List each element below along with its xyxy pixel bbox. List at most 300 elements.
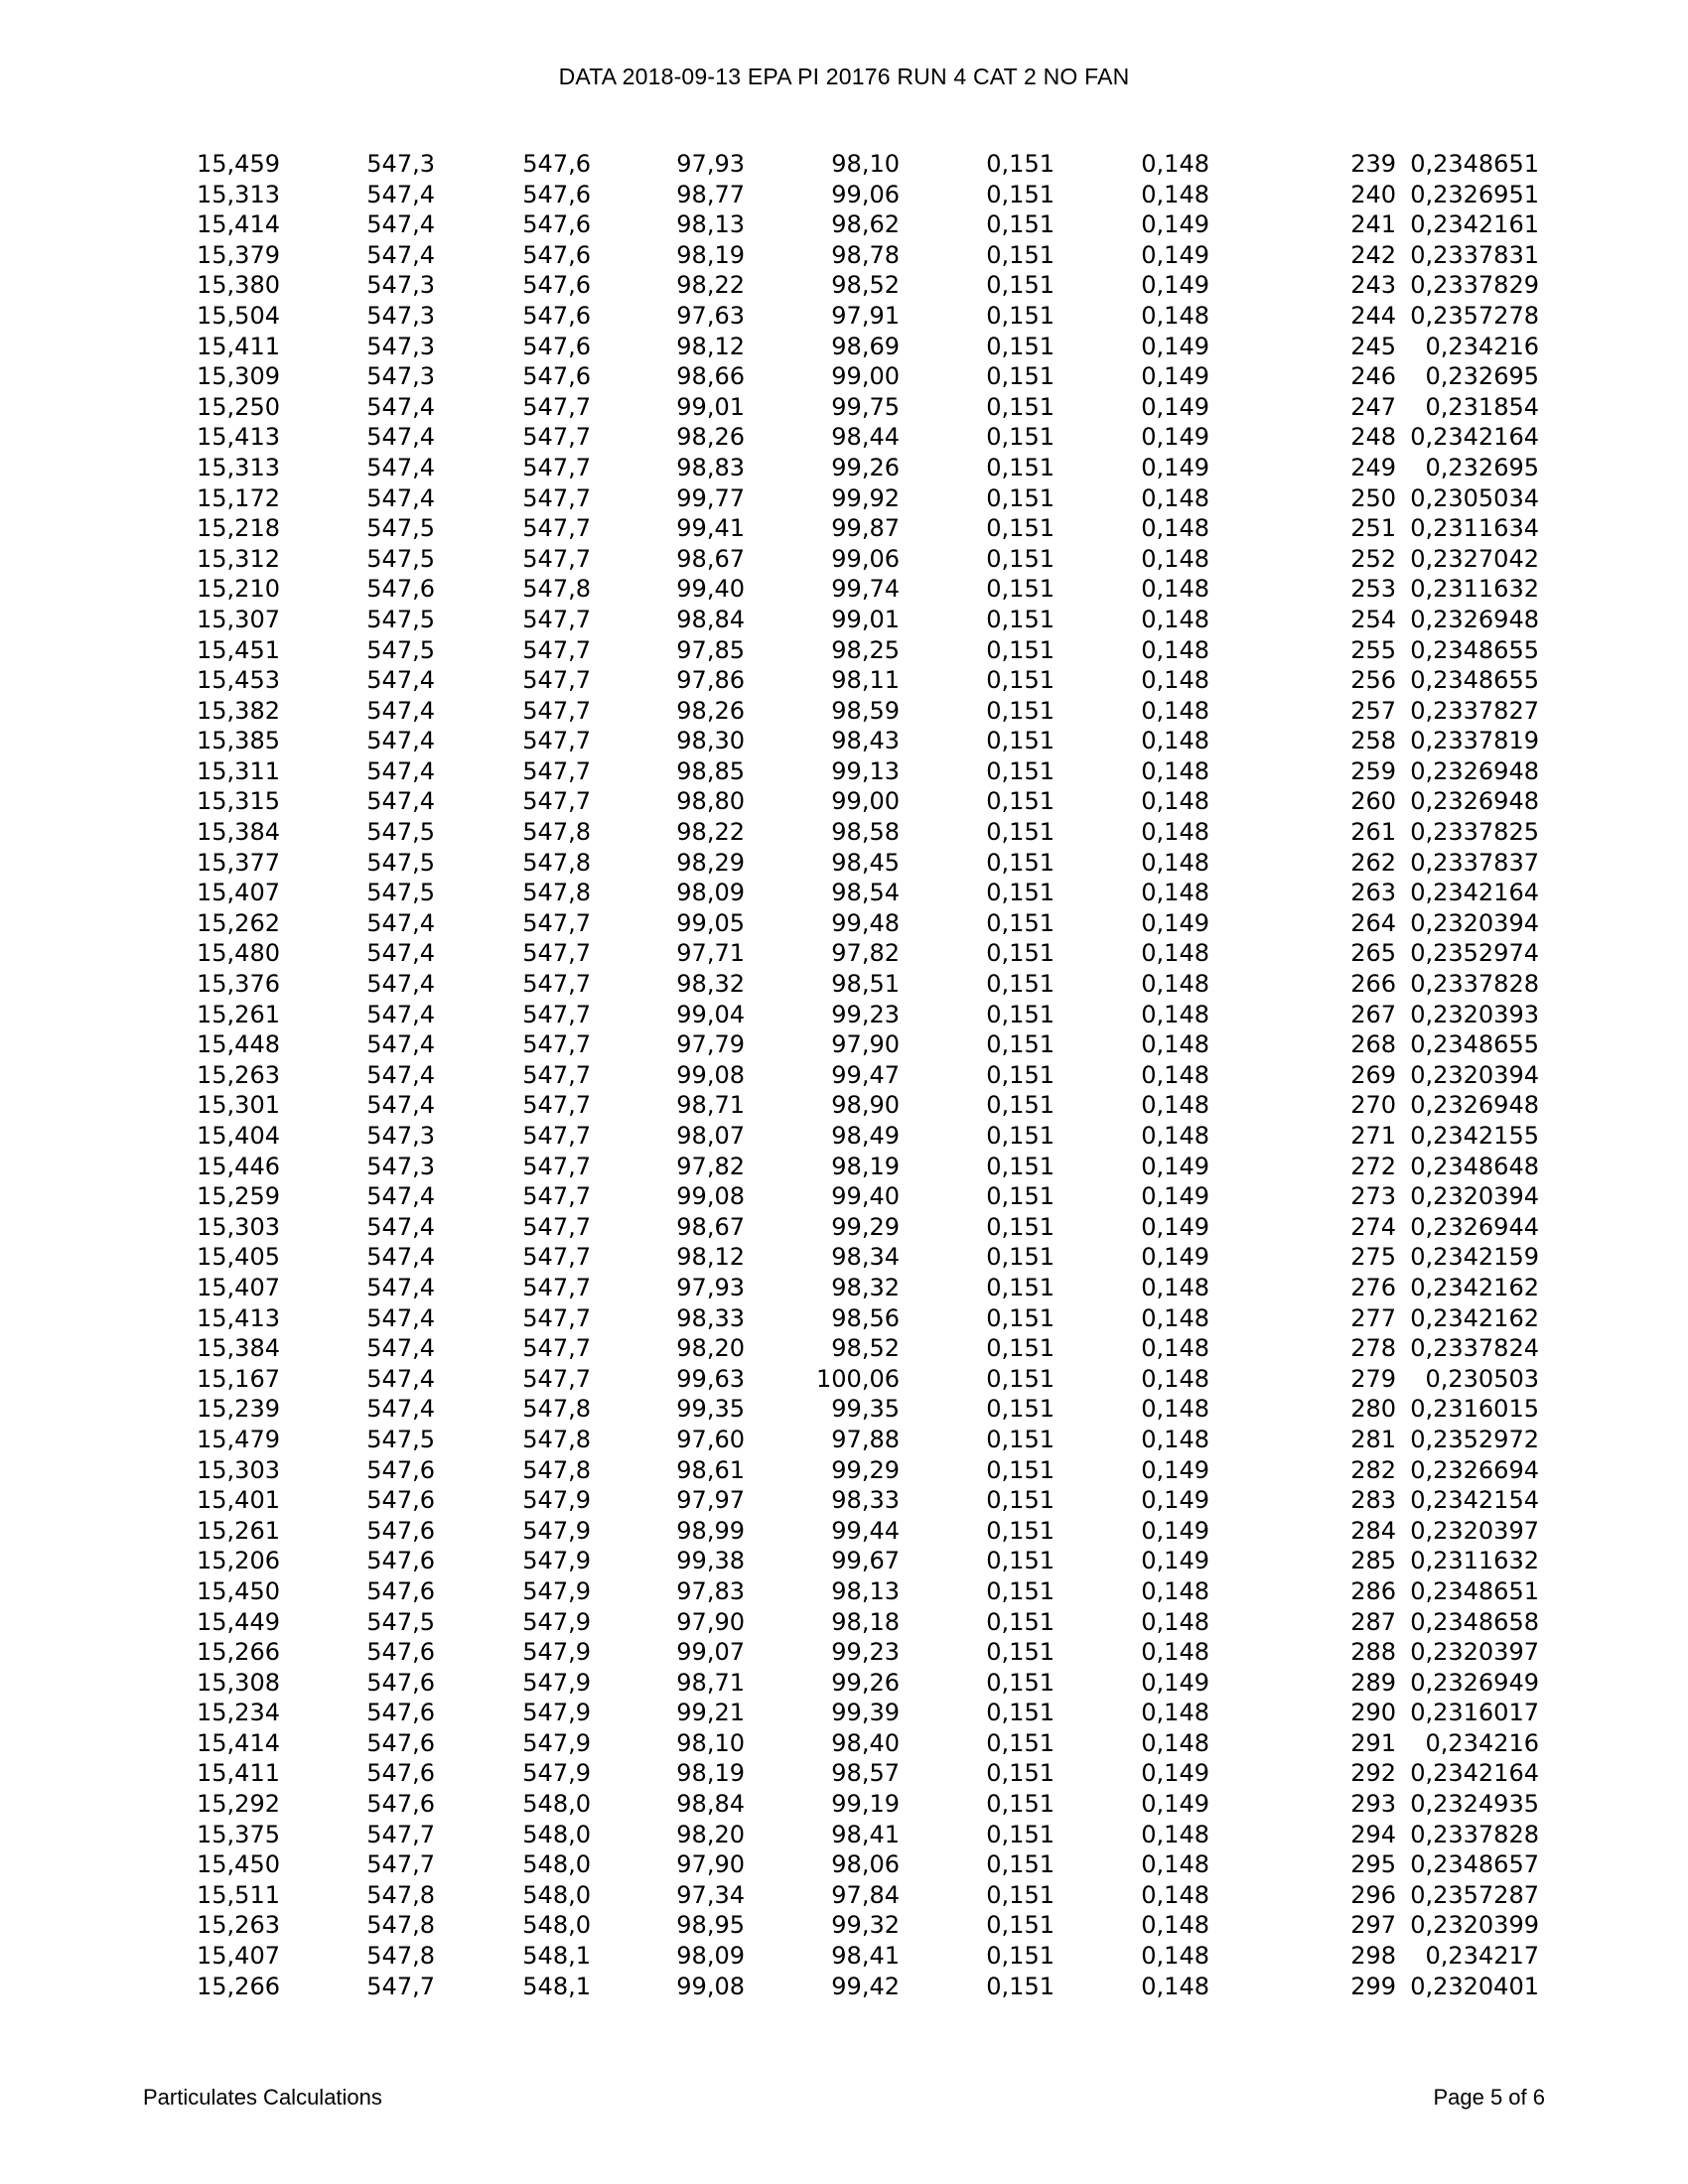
table-cell: 0,148	[1141, 1091, 1209, 1120]
table-cell: 0,2320394	[1410, 1182, 1539, 1211]
table-cell: 0,234216	[1425, 1728, 1539, 1757]
table-cell: 270	[1350, 1091, 1396, 1120]
table-row	[149, 1242, 1539, 1273]
table-cell: 547,7	[522, 727, 591, 755]
table-cell: 99,47	[831, 1060, 900, 1089]
table-cell: 15,504	[197, 301, 280, 330]
table-cell: 98,10	[831, 150, 900, 178]
table-cell: 246	[1350, 362, 1396, 391]
table-cell: 0,151	[986, 150, 1055, 178]
table-cell: 547,6	[522, 271, 591, 300]
table-cell: 15,301	[197, 1091, 280, 1120]
table-cell: 547,4	[366, 210, 435, 239]
table-cell: 0,2320399	[1410, 1911, 1539, 1940]
table-cell: 0,2348651	[1410, 150, 1539, 178]
table-cell: 99,35	[831, 1395, 900, 1424]
table-row	[149, 392, 1539, 423]
table-cell: 99,19	[831, 1790, 900, 1819]
table-cell: 0,2311634	[1410, 514, 1539, 543]
table-cell: 0,151	[986, 1942, 1055, 1971]
table-cell: 547,9	[522, 1759, 591, 1788]
table-cell: 547,8	[366, 1880, 435, 1909]
table-cell: 0,151	[986, 483, 1055, 512]
table-row	[149, 1880, 1539, 1911]
table-row	[149, 1425, 1539, 1455]
table-cell: 0,148	[1141, 1000, 1209, 1028]
table-row	[149, 817, 1539, 848]
table-cell: 98,44	[831, 423, 900, 452]
table-cell: 0,148	[1141, 1273, 1209, 1301]
table-cell: 0,151	[986, 1273, 1055, 1301]
table-cell: 15,263	[197, 1060, 280, 1089]
table-cell: 0,149	[1141, 1152, 1209, 1180]
table-cell: 547,7	[366, 1972, 435, 2000]
table-cell: 0,2320397	[1410, 1638, 1539, 1667]
table-cell: 0,2326694	[1410, 1455, 1539, 1484]
table-cell: 275	[1350, 1243, 1396, 1272]
table-cell: 0,151	[986, 787, 1055, 816]
table-cell: 547,6	[366, 1455, 435, 1484]
table-cell: 547,7	[522, 970, 591, 999]
table-cell: 99,00	[831, 362, 900, 391]
table-cell: 547,3	[366, 150, 435, 178]
table-cell: 15,413	[197, 423, 280, 452]
table-cell: 239	[1350, 150, 1396, 178]
table-cell: 99,26	[831, 1668, 900, 1697]
table-cell: 98,26	[676, 423, 745, 452]
table-row	[149, 665, 1539, 696]
table-cell: 0,151	[986, 1364, 1055, 1393]
table-cell: 547,4	[366, 1334, 435, 1363]
table-cell: 0,2337829	[1410, 271, 1539, 300]
table-cell: 0,149	[1141, 1759, 1209, 1788]
table-cell: 0,148	[1141, 544, 1209, 573]
table-cell: 0,149	[1141, 1243, 1209, 1272]
table-cell: 0,151	[986, 332, 1055, 360]
table-cell: 0,151	[986, 1699, 1055, 1727]
table-cell: 0,151	[986, 939, 1055, 968]
table-cell: 547,6	[522, 332, 591, 360]
table-cell: 548,0	[522, 1850, 591, 1879]
table-row	[149, 1820, 1539, 1850]
table-cell: 0,151	[986, 1395, 1055, 1424]
table-row	[149, 1637, 1539, 1668]
table-cell: 97,91	[831, 301, 900, 330]
table-cell: 548,0	[522, 1820, 591, 1848]
table-cell: 98,71	[676, 1668, 745, 1697]
table-cell: 547,4	[366, 240, 435, 269]
table-row	[149, 696, 1539, 727]
table-row	[149, 1364, 1539, 1395]
table-row	[149, 878, 1539, 908]
table-row	[149, 361, 1539, 392]
table-cell: 15,407	[197, 879, 280, 907]
table-cell: 0,2342159	[1410, 1243, 1539, 1272]
table-cell: 298	[1350, 1942, 1396, 1971]
table-cell: 547,3	[366, 271, 435, 300]
table-cell: 0,148	[1141, 1030, 1209, 1059]
table-cell: 98,32	[831, 1273, 900, 1301]
table-cell: 0,151	[986, 1790, 1055, 1819]
table-row	[149, 848, 1539, 879]
table-cell: 99,75	[831, 392, 900, 421]
table-cell: 547,4	[366, 1364, 435, 1393]
table-cell: 98,58	[831, 818, 900, 847]
table-cell: 0,149	[1141, 332, 1209, 360]
table-cell: 15,218	[197, 514, 280, 543]
table-cell: 271	[1350, 1122, 1396, 1150]
table-cell: 0,2327042	[1410, 544, 1539, 573]
table-cell: 277	[1350, 1303, 1396, 1332]
table-cell: 99,00	[831, 787, 900, 816]
table-cell: 15,414	[197, 1728, 280, 1757]
table-cell: 15,384	[197, 818, 280, 847]
table-cell: 0,148	[1141, 970, 1209, 999]
table-cell: 0,2348651	[1410, 1576, 1539, 1605]
table-cell: 281	[1350, 1425, 1396, 1453]
table-cell: 15,413	[197, 1303, 280, 1332]
table-cell: 0,151	[986, 848, 1055, 877]
table-cell: 15,259	[197, 1182, 280, 1211]
table-cell: 99,40	[831, 1182, 900, 1211]
table-cell: 99,08	[676, 1060, 745, 1089]
table-cell: 0,230503	[1425, 1364, 1539, 1393]
table-cell: 98,43	[831, 727, 900, 755]
table-cell: 98,20	[676, 1334, 745, 1363]
table-cell: 97,93	[676, 150, 745, 178]
table-cell: 0,148	[1141, 879, 1209, 907]
table-cell: 547,7	[522, 514, 591, 543]
table-cell: 547,7	[522, 544, 591, 573]
table-cell: 15,511	[197, 1880, 280, 1909]
table-row	[149, 270, 1539, 301]
table-cell: 0,2342164	[1410, 879, 1539, 907]
table-cell: 0,151	[986, 1243, 1055, 1272]
table-cell: 0,2320394	[1410, 908, 1539, 937]
table-row	[149, 1516, 1539, 1547]
table-cell: 291	[1350, 1728, 1396, 1757]
table-row	[149, 1849, 1539, 1880]
table-row	[149, 1668, 1539, 1699]
table-cell: 0,232695	[1425, 453, 1539, 481]
table-row	[149, 1576, 1539, 1607]
table-cell: 98,09	[676, 879, 745, 907]
table-cell: 0,148	[1141, 1880, 1209, 1909]
table-cell: 547,7	[522, 1000, 591, 1028]
table-cell: 0,2326944	[1410, 1212, 1539, 1241]
table-row	[149, 544, 1539, 575]
table-cell: 0,149	[1141, 1516, 1209, 1545]
table-cell: 0,148	[1141, 1638, 1209, 1667]
table-cell: 98,71	[676, 1091, 745, 1120]
table-cell: 97,83	[676, 1576, 745, 1605]
table-cell: 99,29	[831, 1212, 900, 1241]
table-cell: 241	[1350, 210, 1396, 239]
table-cell: 15,167	[197, 1364, 280, 1393]
table-cell: 295	[1350, 1850, 1396, 1879]
table-cell: 98,13	[831, 1576, 900, 1605]
table-cell: 15,448	[197, 1030, 280, 1059]
table-cell: 547,5	[366, 1425, 435, 1453]
table-cell: 15,446	[197, 1152, 280, 1180]
table-cell: 98,22	[676, 271, 745, 300]
table-cell: 98,34	[831, 1243, 900, 1272]
table-cell: 297	[1350, 1911, 1396, 1940]
table-cell: 98,69	[831, 332, 900, 360]
table-cell: 15,453	[197, 666, 280, 695]
table-cell: 250	[1350, 483, 1396, 512]
table-row	[149, 1060, 1539, 1091]
table-cell: 15,292	[197, 1790, 280, 1819]
table-cell: 0,149	[1141, 423, 1209, 452]
table-cell: 15,376	[197, 970, 280, 999]
table-cell: 547,7	[522, 787, 591, 816]
table-cell: 15,450	[197, 1850, 280, 1879]
table-cell: 548,0	[522, 1911, 591, 1940]
table-cell: 98,12	[676, 332, 745, 360]
table-cell: 0,151	[986, 180, 1055, 208]
table-cell: 98,29	[676, 848, 745, 877]
table-cell: 0,151	[986, 1455, 1055, 1484]
table-cell: 98,26	[676, 696, 745, 725]
table-cell: 15,266	[197, 1638, 280, 1667]
table-cell: 98,56	[831, 1303, 900, 1332]
table-cell: 264	[1350, 908, 1396, 937]
table-cell: 260	[1350, 787, 1396, 816]
table-cell: 0,151	[986, 1607, 1055, 1636]
table-cell: 547,6	[366, 1728, 435, 1757]
table-cell: 98,54	[831, 879, 900, 907]
table-cell: 0,2326949	[1410, 1668, 1539, 1697]
table-cell: 547,4	[366, 939, 435, 968]
table-cell: 0,2357287	[1410, 1880, 1539, 1909]
table-cell: 98,33	[831, 1486, 900, 1515]
table-cell: 0,151	[986, 1334, 1055, 1363]
table-cell: 0,2337828	[1410, 1820, 1539, 1848]
table-cell: 99,67	[831, 1547, 900, 1575]
table-cell: 547,3	[366, 1152, 435, 1180]
table-row	[149, 756, 1539, 787]
table-cell: 15,311	[197, 756, 280, 785]
table-cell: 98,19	[831, 1152, 900, 1180]
table-cell: 0,2337831	[1410, 240, 1539, 269]
table-cell: 0,148	[1141, 756, 1209, 785]
table-cell: 0,149	[1141, 1668, 1209, 1697]
table-row	[149, 1941, 1539, 1972]
table-cell: 98,80	[676, 787, 745, 816]
table-cell: 0,148	[1141, 605, 1209, 633]
table-cell: 0,2337824	[1410, 1334, 1539, 1363]
table-cell: 99,06	[831, 180, 900, 208]
table-cell: 99,44	[831, 1516, 900, 1545]
table-cell: 547,6	[522, 180, 591, 208]
footer-page-number: Page 5 of 6	[1433, 2085, 1545, 2110]
table-cell: 98,22	[676, 818, 745, 847]
table-cell: 547,5	[366, 848, 435, 877]
table-cell: 0,2326948	[1410, 1091, 1539, 1120]
table-cell: 0,148	[1141, 1060, 1209, 1089]
table-cell: 0,234217	[1425, 1942, 1539, 1971]
table-cell: 547,7	[522, 1212, 591, 1241]
table-cell: 0,151	[986, 1060, 1055, 1089]
table-cell: 98,49	[831, 1122, 900, 1150]
table-cell: 0,2342161	[1410, 210, 1539, 239]
table-cell: 547,9	[522, 1547, 591, 1575]
table-cell: 269	[1350, 1060, 1396, 1089]
table-cell: 99,23	[831, 1638, 900, 1667]
table-row	[149, 969, 1539, 1000]
table-body	[149, 149, 1539, 2001]
table-cell: 0,151	[986, 240, 1055, 269]
table-cell: 547,5	[366, 605, 435, 633]
table-cell: 0,151	[986, 1880, 1055, 1909]
table-cell: 547,8	[522, 879, 591, 907]
table-cell: 98,51	[831, 970, 900, 999]
table-cell: 0,148	[1141, 818, 1209, 847]
table-cell: 548,1	[522, 1972, 591, 2000]
table-cell: 261	[1350, 818, 1396, 847]
table-cell: 0,151	[986, 1152, 1055, 1180]
table-cell: 98,07	[676, 1122, 745, 1150]
table-cell: 0,149	[1141, 362, 1209, 391]
table-row	[149, 1394, 1539, 1425]
table-cell: 0,151	[986, 423, 1055, 452]
table-cell: 0,2324935	[1410, 1790, 1539, 1819]
table-cell: 547,7	[522, 696, 591, 725]
table-cell: 15,234	[197, 1699, 280, 1727]
table-cell: 282	[1350, 1455, 1396, 1484]
table-cell: 99,92	[831, 483, 900, 512]
table-row	[149, 1181, 1539, 1212]
table-cell: 99,08	[676, 1182, 745, 1211]
table-cell: 243	[1350, 271, 1396, 300]
table-cell: 15,411	[197, 1759, 280, 1788]
table-cell: 547,4	[366, 908, 435, 937]
table-cell: 0,151	[986, 1576, 1055, 1605]
table-cell: 98,84	[676, 1790, 745, 1819]
table-cell: 283	[1350, 1486, 1396, 1515]
table-cell: 98,20	[676, 1820, 745, 1848]
table-cell: 0,151	[986, 301, 1055, 330]
table-cell: 294	[1350, 1820, 1396, 1848]
table-cell: 0,2348655	[1410, 1030, 1539, 1059]
table-cell: 547,4	[366, 1060, 435, 1089]
table-cell: 99,39	[831, 1699, 900, 1727]
table-row	[149, 1485, 1539, 1516]
table-cell: 256	[1350, 666, 1396, 695]
table-cell: 0,148	[1141, 514, 1209, 543]
table-cell: 290	[1350, 1699, 1396, 1727]
table-cell: 99,29	[831, 1455, 900, 1484]
table-cell: 0,2305034	[1410, 483, 1539, 512]
table-cell: 547,8	[522, 575, 591, 604]
table-cell: 547,4	[366, 1273, 435, 1301]
table-cell: 0,151	[986, 1000, 1055, 1028]
table-cell: 15,308	[197, 1668, 280, 1697]
table-cell: 244	[1350, 301, 1396, 330]
table-cell: 99,07	[676, 1638, 745, 1667]
table-cell: 15,401	[197, 1486, 280, 1515]
table-cell: 547,9	[522, 1607, 591, 1636]
table-cell: 97,90	[676, 1850, 745, 1879]
table-cell: 0,151	[986, 696, 1055, 725]
table-cell: 97,85	[676, 635, 745, 664]
table-cell: 548,1	[522, 1942, 591, 1971]
table-cell: 98,61	[676, 1455, 745, 1484]
table-cell: 252	[1350, 544, 1396, 573]
table-cell: 0,148	[1141, 787, 1209, 816]
table-cell: 97,34	[676, 1880, 745, 1909]
table-cell: 262	[1350, 848, 1396, 877]
table-cell: 99,35	[676, 1395, 745, 1424]
table-row	[149, 726, 1539, 756]
table-cell: 15,261	[197, 1000, 280, 1028]
table-cell: 15,379	[197, 240, 280, 269]
table-row	[149, 453, 1539, 483]
table-cell: 0,151	[986, 210, 1055, 239]
table-cell: 0,151	[986, 970, 1055, 999]
table-cell: 0,148	[1141, 1334, 1209, 1363]
table-cell: 98,33	[676, 1303, 745, 1332]
table-cell: 0,2348655	[1410, 666, 1539, 695]
table-cell: 0,149	[1141, 1790, 1209, 1819]
table-cell: 15,210	[197, 575, 280, 604]
table-cell: 547,6	[366, 1668, 435, 1697]
table-cell: 98,09	[676, 1942, 745, 1971]
table-cell: 547,7	[522, 392, 591, 421]
table-cell: 15,263	[197, 1911, 280, 1940]
table-cell: 0,148	[1141, 1607, 1209, 1636]
table-cell: 0,151	[986, 1850, 1055, 1879]
table-cell: 0,2316017	[1410, 1699, 1539, 1727]
table-cell: 98,19	[676, 1759, 745, 1788]
table-row	[149, 1607, 1539, 1638]
table-cell: 98,77	[676, 180, 745, 208]
table-cell: 15,385	[197, 727, 280, 755]
table-cell: 547,4	[366, 696, 435, 725]
table-cell: 547,4	[366, 392, 435, 421]
table-cell: 0,2320394	[1410, 1060, 1539, 1089]
table-cell: 547,7	[522, 908, 591, 937]
table-cell: 0,151	[986, 271, 1055, 300]
table-cell: 0,2337828	[1410, 970, 1539, 999]
table-cell: 254	[1350, 605, 1396, 633]
table-cell: 547,3	[366, 362, 435, 391]
table-cell: 0,2348658	[1410, 1607, 1539, 1636]
table-cell: 547,4	[366, 1000, 435, 1028]
table-cell: 15,479	[197, 1425, 280, 1453]
table-cell: 547,7	[522, 1273, 591, 1301]
table-cell: 240	[1350, 180, 1396, 208]
table-cell: 99,01	[831, 605, 900, 633]
table-cell: 279	[1350, 1364, 1396, 1393]
table-row	[149, 1090, 1539, 1121]
table-cell: 99,23	[831, 1000, 900, 1028]
table-cell: 0,2326948	[1410, 605, 1539, 633]
table-cell: 288	[1350, 1638, 1396, 1667]
table-cell: 15,405	[197, 1243, 280, 1272]
table-cell: 98,57	[831, 1759, 900, 1788]
table-cell: 273	[1350, 1182, 1396, 1211]
table-cell: 0,151	[986, 756, 1055, 785]
table-cell: 0,148	[1141, 939, 1209, 968]
table-cell: 547,8	[366, 1911, 435, 1940]
table-cell: 0,149	[1141, 1455, 1209, 1484]
table-cell: 99,63	[676, 1364, 745, 1393]
table-cell: 0,151	[986, 575, 1055, 604]
table-cell: 99,32	[831, 1911, 900, 1940]
table-cell: 547,4	[366, 727, 435, 755]
